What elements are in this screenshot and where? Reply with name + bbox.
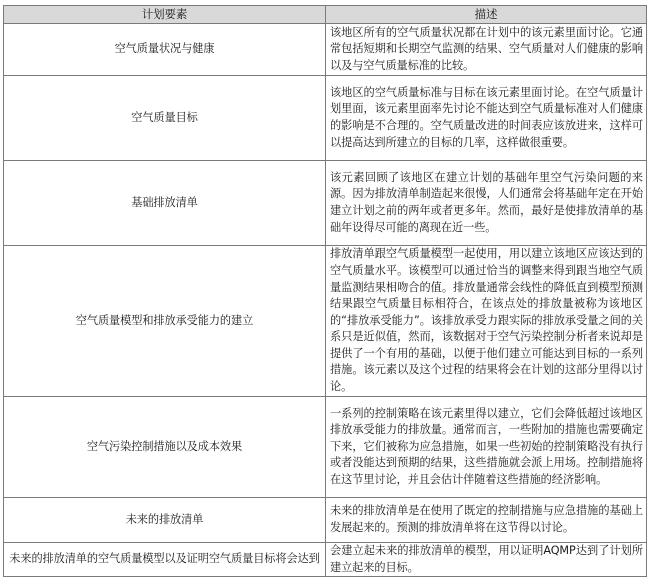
row-description: 该元素回顾了该地区在建立计划的基础年里空气污染问题的来源。因为排放清单制造起来很慢，人们通常会将基础年定在开始建立计划之前的两年或者更多年。然而，最好是使排放清单的基础年设得尽可能的离现在近一些。	[326, 161, 647, 246]
air-quality-plan-table	[3, 5, 647, 577]
table-row	[4, 76, 647, 161]
header-description: 描述	[326, 6, 647, 24]
row-element: 未来的排放清单的空气质量模型以及证明空气质量目标将会达到	[4, 543, 326, 577]
table-row	[4, 498, 647, 543]
row-element: 空气质量状况与健康	[4, 24, 326, 76]
row-description: 排放清单跟空气质量模型一起使用，用以建立该地区应该达到的空气质量水平。该模型可以通过恰当的调整来得到跟当地空气质量监测结果相吻合的值。排放量通常会线性的降低直到模型预测结果跟空气质量目标相符合，在该点处的排放量被称为该地区的“排放承受能力”。该排放承受力跟实际的排放承受量之间的关系只是近似值，然而，该数据对于空气污染控制分析者来说却是提供了一个有用的基础，以便于他们建立可能达到目标的一系列措施。该元素以及这个过程的结果将会在计划的这部分里得以讨论。	[326, 246, 647, 397]
row-element: 基础排放清单	[4, 161, 326, 246]
row-element: 空气质量模型和排放承受能力的建立	[4, 246, 326, 397]
table-row	[4, 24, 647, 76]
row-description: 一系列的控制策略在该元素里得以建立，它们会降低超过该地区排放承受能力的排放量。通常而言，一些附加的措施也需要确定下来，它们被称为应急措施，如果一些初始的控制策略没有执行或者没能达到预期的结果，这些措施就会派上用场。控制措施将在这节里讨论，并且会估计伴随着这些措施的经济影响。	[326, 397, 647, 498]
table-row	[4, 161, 647, 246]
header-plan-element: 计划要素	[4, 6, 326, 24]
row-description: 该地区的空气质量标准与目标在该元素里面讨论。在空气质量计划里面，该元素里面率先讨论不能达到空气质量标准对人们健康的影响是不合理的。空气质量改进的时间表应该放进来，这样可以提高达到所建立的目标的几率，这样做很重要。	[326, 76, 647, 161]
table-row	[4, 543, 647, 577]
row-element: 空气质量目标	[4, 76, 326, 161]
row-element: 未来的排放清单	[4, 498, 326, 543]
row-description: 未来的排放清单是在使用了既定的控制措施与应急措施的基础上发展起来的。预测的排放清单将在这节得以讨论。	[326, 498, 647, 543]
row-element: 空气污染控制措施以及成本效果	[4, 397, 326, 498]
table-row	[4, 246, 647, 397]
table-row	[4, 397, 647, 498]
row-description: 会建立起未来的排放清单的模型，用以证明AQMP达到了计划所建立起来的目标。	[326, 543, 647, 577]
row-description: 该地区所有的空气质量状况都在计划中的该元素里面讨论。它通常包括短期和长期空气监测的结果、空气质量对人们健康的影响以及与空气质量标准的比较。	[326, 24, 647, 76]
header-row	[4, 6, 647, 24]
